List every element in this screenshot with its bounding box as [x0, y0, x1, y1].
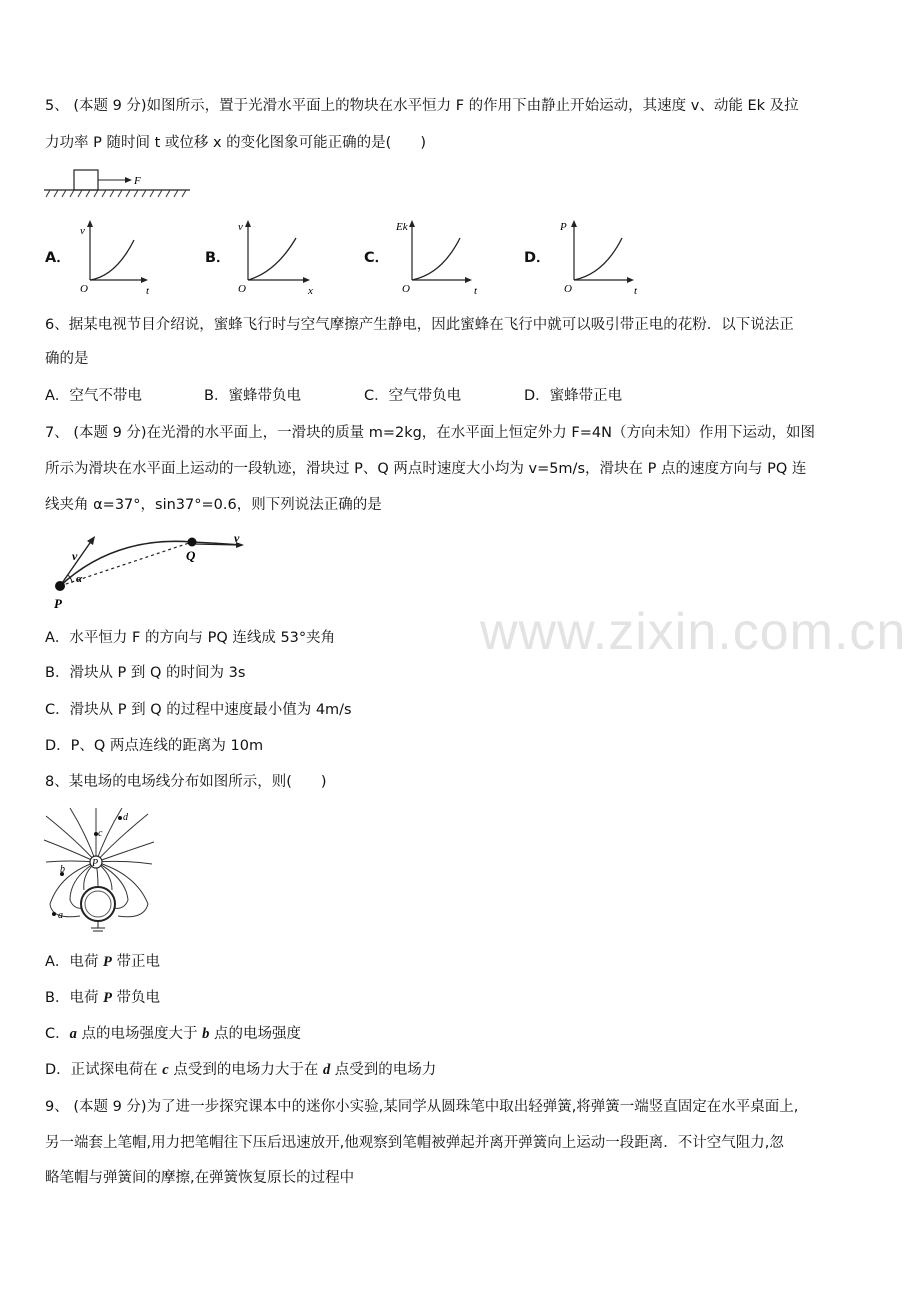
q7-option-c[interactable]: C．滑块从 P 到 Q 的过程中速度最小值为 4m/s	[45, 702, 352, 718]
origin-label: O	[80, 283, 88, 295]
point-a-label: a	[58, 910, 63, 921]
q7-stem-line-3: 线夹角 α=37°，sin37°=0.6，则下列说法正确的是	[45, 497, 382, 513]
x-axis-label: t	[146, 285, 150, 296]
q5-option-d-label[interactable]: D．	[524, 250, 551, 266]
force-label: F	[134, 175, 141, 187]
q7-option-d[interactable]: D．P、Q 两点连线的距离为 10m	[45, 738, 264, 754]
q7-stem-line-1: 7、 (本题 9 分)在光滑的水平面上，一滑块的质量 m=2kg，在水平面上恒定外力 F=4N（方向未知）作用下运动，如图	[45, 425, 815, 441]
q5-option-b-label[interactable]: B．	[205, 250, 231, 266]
q8-option-b[interactable]: B．电荷 P 带负电	[45, 990, 161, 1006]
charge-p-label: P	[92, 858, 99, 869]
velocity-p-label: v	[72, 549, 78, 563]
q7-option-b[interactable]: B．滑块从 P 到 Q 的时间为 3s	[45, 665, 246, 681]
q5-graph-b	[234, 214, 324, 296]
q9-stem-line-3: 略笔帽与弹簧间的摩擦,在弹簧恢复原长的过程中	[45, 1170, 355, 1186]
point-d-label: d	[123, 812, 128, 823]
q8-option-d[interactable]: D．正试探电荷在 c 点受到的电场力大于在 d 点受到的电场力	[45, 1062, 437, 1078]
x-axis-label: t	[474, 285, 478, 296]
q5-option-a-label[interactable]: A．	[45, 250, 71, 266]
q8-field-lines-figure	[40, 804, 160, 934]
q6-stem-line-1: 6、据某电视节目介绍说，蜜蜂飞行时与空气摩擦产生静电，因此蜜蜂在飞行中就可以吸引带正电的花粉．以下说法正	[45, 317, 794, 333]
q6-option-b[interactable]: B．蜜蜂带负电	[204, 388, 301, 404]
y-axis-label: Ek	[396, 221, 408, 233]
q6-option-d[interactable]: D．蜜蜂带正电	[524, 388, 623, 404]
point-b-label: b	[60, 864, 65, 875]
origin-label: O	[564, 283, 572, 295]
alpha-label: α	[76, 573, 83, 585]
y-axis-label: v	[80, 225, 85, 237]
q7-option-a[interactable]: A．水平恒力 F 的方向与 PQ 连线成 53°夹角	[45, 630, 336, 646]
q5-block-figure	[44, 166, 194, 200]
q5-stem-line-1: 5、 (本题 9 分)如图所示，置于光滑水平面上的物块在水平恒力 F 的作用下由静止开始运动，其速度 v、动能 Ek 及拉	[45, 98, 799, 114]
q5-graph-c	[394, 214, 484, 296]
q5-stem-line-2: 力功率 P 随时间 t 或位移 x 的变化图象可能正确的是( )	[45, 135, 426, 151]
y-axis-label: P	[560, 221, 567, 233]
y-axis-label: v	[238, 221, 243, 233]
q7-trajectory-figure	[44, 530, 254, 614]
q5-graph-a	[76, 214, 156, 296]
velocity-q-label: v	[234, 531, 240, 545]
origin-label: O	[402, 283, 410, 295]
q5-graph-d	[556, 214, 646, 296]
x-axis-label: t	[634, 285, 638, 296]
q9-stem-line-2: 另一端套上笔帽,用力把笔帽往下压后迅速放开,他观察到笔帽被弹起并离开弹簧向上运动一段距离．不计空气阻力,忽	[45, 1135, 784, 1151]
q8-option-c[interactable]: C．a 点的电场强度大于 b 点的电场强度	[45, 1026, 301, 1042]
q8-option-a[interactable]: A．电荷 P 带正电	[45, 954, 160, 970]
q6-option-a[interactable]: A．空气不带电	[45, 388, 142, 404]
origin-label: O	[238, 283, 246, 295]
q7-stem-line-2: 所示为滑块在水平面上运动的一段轨迹，滑块过 P、Q 两点时速度大小均为 v=5m/s，滑块在 P 点的速度方向与 PQ 连	[45, 461, 807, 477]
point-p-label: P	[54, 596, 62, 611]
q5-option-c-label[interactable]: C．	[364, 250, 390, 266]
x-axis-label: x	[308, 285, 313, 296]
point-q-label: Q	[186, 548, 196, 563]
watermark: www.zixin.com.cn	[480, 603, 907, 661]
q6-stem-line-2: 确的是	[45, 351, 89, 367]
q8-stem: 8、某电场的电场线分布如图所示，则( )	[45, 774, 327, 790]
q9-stem-line-1: 9、 (本题 9 分)为了进一步探究课本中的迷你小实验,某同学从圆珠笔中取出轻弹簧,将弹簧一端竖直固定在水平桌面上,	[45, 1099, 799, 1115]
q6-option-c[interactable]: C．空气带负电	[364, 388, 462, 404]
point-c-label: c	[98, 828, 103, 839]
